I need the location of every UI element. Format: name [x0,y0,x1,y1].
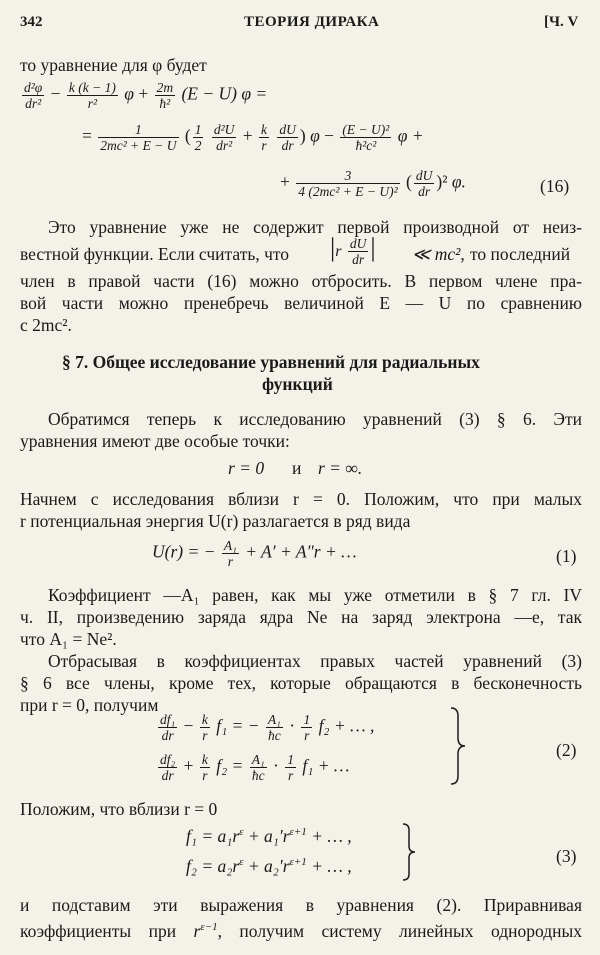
equation-2-row2: $\frac{\text{df₂}}{dr}$ + $\frac{k}{r}$ f₂ = $\frac{\text{A₁}}{ħc}$ · $\frac{1}{r}$ f₁ + … [160,752,350,783]
equation-3-number: (3) [556,846,577,866]
equation-1: U(r) = − $\frac{\text{A₁}}{r}$ + A′ + A″r + … [152,538,357,569]
equation-2-row1: $\frac{\text{df₁}}{dr}$ − $\frac{k}{r}$ f₁ = − $\frac{\text{A₁}}{ħc}$ · $\frac{1}{r}$ f₂ + … , [160,712,375,743]
equation-16-line1: $\frac{\text{d²φ}}{\text{dr²}}$ − $\frac{k (k - 1)}{\text{r²}}$ φ + $\frac{2m}{\text{ħ²}}$ (E − U) φ = [24,80,268,111]
singular-point-infinity: r = ∞. [318,458,363,478]
equation-2-number: (2) [556,740,577,760]
paragraph-8-line2: коэффициенты при $r^{\varepsilon-1}$, получим систему линейных однородных [20,920,582,941]
paragraph-4-line2: r потенциальная энергия U(r) разлагается в ряд вида [20,511,411,531]
paragraph-2-line2b: ≪ mc², [412,244,465,264]
equation-16-line3: + $\frac{3}{\text{4 (2mc² + E − U)²}}$ ( $\frac{dU}{dr}$ )² φ. [280,168,466,199]
conjunction-and: и [292,458,302,478]
running-title: ТЕОРИЯ ДИРАКА [244,14,380,30]
section-title-line2: функций [262,374,333,394]
equation-3-row2: $f_2 = a_2r^\varepsilon + a_2'r^{\varepsilon+1}$ + … , [186,856,352,876]
page-number: 342 [20,14,43,30]
paragraph-2-line5: с 2mc². [20,315,72,335]
paragraph-3-line2: уравнения имеют две особые точки: [20,431,290,451]
equation-16-number: (16) [540,176,570,196]
equation-3-brace [400,822,418,887]
paragraph-8-line1: и подставим эти выражения в уравнения (2). Приравнивая [20,895,582,915]
equation-1-number: (1) [556,546,577,566]
paragraph-5-line2: ч. II, произведению заряда ядра Ne на заряд электрона —e, так [20,607,582,627]
paragraph-3-line1: Обратимся теперь к исследованию уравнений (3) § 6. Эти [48,409,582,429]
paragraph-5-line3: что A₁ = Ne². [20,629,117,649]
paragraph-intro: то уравнение для φ будет [20,55,207,75]
paragraph-2-line2c: то последний [470,244,571,264]
section-title-line1: § 7. Общее исследование уравнений для радиальных [62,352,480,372]
paragraph-2-line4: вой части можно пренебречь величиной E — U по сравнению [20,293,582,313]
paragraph-7: Положим, что вблизи r = 0 [20,799,218,819]
chapter-marker: [Ч. V [544,14,579,30]
paragraph-2-line1: Это уравнение уже не содержит первой производной от неиз- [48,217,582,237]
inline-condition: |r $\frac{dU}{dr}$ | [330,233,376,268]
paragraph-6-line2: § 6 все члены, кроме тех, которые обращаются в бесконечность [20,673,582,693]
singular-point-zero: r = 0 [228,458,265,478]
paragraph-6-line3: при r = 0, получим [20,695,159,715]
equation-16-line2: = $\frac{1}{\text{2mc² + E − U}}$ ( $\frac{1}{2}$ $\frac{\text{d²U}}{\text{dr²}}$ + $\frac{k}{r}$ $\frac{dU}{dr}$ ) φ − $\frac{\text{(E − U)²}}{\text{ħ²c²}}$ φ + [82,122,424,153]
paragraph-2-line2a: вестной функции. Если считать, что [20,244,290,264]
paragraph-4-line1: Начнем с исследования вблизи r = 0. Положим, что при малых [20,489,582,509]
paragraph-6-line1: Отбрасывая в коэффициентах правых частей уравнений (3) [48,651,582,671]
equation-3-row1: $f_1 = a_1r^\varepsilon + a_1'r^{\varepsilon+1}$ + … , [186,826,352,846]
paragraph-2-line3: член в правой части (16) можно отбросить. В первом члене пра- [20,271,582,291]
equation-2-brace [448,706,468,791]
paragraph-5-line1: Коэффициент —A₁ равен, как мы уже отметили в § 7 гл. IV [48,585,582,605]
